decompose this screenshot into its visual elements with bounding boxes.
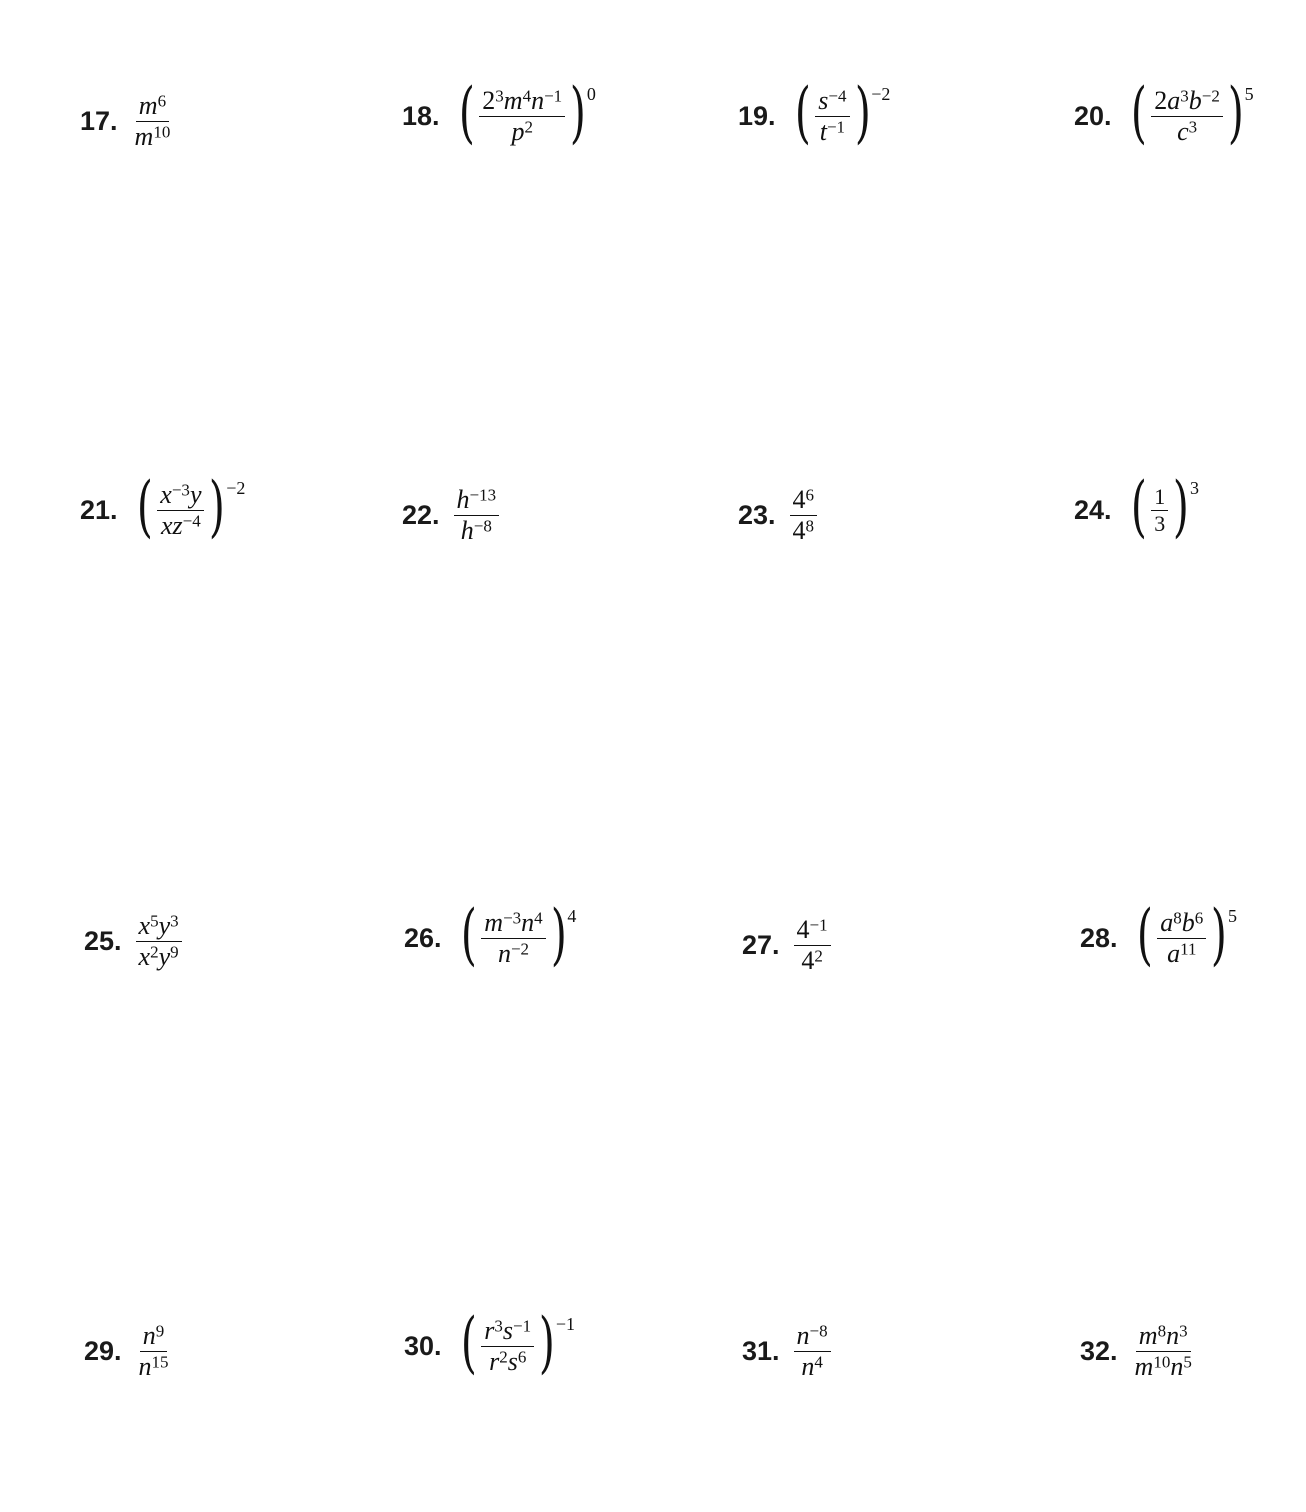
problem-number: 25. (84, 925, 122, 956)
fraction: $\frac{a^8b^6}{a^{11}}$ (1157, 909, 1206, 968)
left-paren: ( (460, 1304, 477, 1381)
fraction: $\frac{m^{-3}n^4}{n^{-2}}$ (481, 909, 545, 968)
problem-26 (404, 896, 577, 973)
problem-number: 17. (80, 105, 118, 136)
outer-exponent: −2 (871, 84, 891, 104)
outer-exponent: 5 (1228, 906, 1238, 926)
right-paren: ) (854, 74, 871, 151)
problem-31 (742, 1322, 831, 1381)
fraction: $\frac{x^{-3}y}{xz^{-4}}$ (157, 481, 204, 540)
problem-number: 32. (1080, 1335, 1118, 1366)
problem-number: 20. (1074, 100, 1112, 131)
fraction: $\frac{1}{3}$ (1151, 485, 1168, 535)
outer-exponent: 5 (1244, 84, 1254, 104)
fraction: $\frac{m^8n^3}{m^{10}n^5}$ (1134, 1321, 1192, 1382)
problem-32 (1080, 1322, 1195, 1381)
problem-number: 26. (404, 922, 442, 953)
problem-19 (738, 74, 891, 151)
right-paren: ) (1211, 896, 1228, 973)
problem-number: 27. (742, 929, 780, 960)
fraction: $\frac{n^{-8}}{n^4}$ (794, 1322, 831, 1381)
left-paren: ( (458, 74, 475, 151)
right-paren: ) (539, 1304, 555, 1381)
problem-number: 22. (402, 499, 440, 530)
right-paren: ) (1173, 468, 1190, 545)
problem-number: 30. (404, 1330, 442, 1361)
fraction: $\frac{4^6}{4^8}$ (790, 486, 818, 545)
problem-29 (84, 1322, 172, 1381)
right-paren: ) (1227, 74, 1244, 151)
left-paren: ( (794, 74, 811, 151)
fraction: $\frac{r^3s^{-1}}{r^2s^6}$ (481, 1317, 534, 1376)
right-paren: ) (209, 468, 226, 545)
right-paren: ) (570, 74, 587, 151)
fraction: $\frac{h^{-13}}{h^{-8}}$ (454, 486, 500, 545)
fraction: $\frac{m^6}{m^{10}}$ (134, 91, 171, 152)
left-paren: ( (460, 896, 477, 973)
problem-number: 18. (402, 100, 440, 131)
outer-exponent: 4 (567, 906, 577, 926)
problem-number: 31. (742, 1335, 780, 1366)
fraction: $\frac{2a^3b^{-2}}{c^3}$ (1151, 87, 1223, 146)
problem-22 (402, 486, 499, 545)
problem-20 (1074, 74, 1254, 151)
right-paren: ) (550, 896, 567, 973)
left-paren: ( (1130, 468, 1147, 545)
outer-exponent: −1 (555, 1314, 576, 1334)
problem-28 (1080, 896, 1238, 973)
left-paren: ( (136, 468, 153, 545)
problem-23 (738, 486, 817, 545)
fraction: $\frac{4^{-1}}{4^2}$ (794, 916, 831, 975)
problem-25 (84, 912, 182, 971)
problem-number: 29. (84, 1335, 122, 1366)
fraction: $\frac{s^{-4}}{t^{-1}}$ (815, 87, 849, 146)
problem-18 (402, 74, 596, 151)
problem-number: 23. (738, 499, 776, 530)
problem-number: 21. (80, 494, 118, 525)
left-paren: ( (1136, 896, 1153, 973)
fraction: $\frac{n^9}{n^{15}}$ (138, 1321, 169, 1382)
problem-number: 19. (738, 100, 776, 131)
problem-24 (1074, 468, 1200, 545)
fraction: $\frac{2^3m^4n^{-1}}{p^2}$ (479, 87, 565, 146)
left-paren: ( (1130, 74, 1147, 151)
problem-number: 28. (1080, 922, 1118, 953)
fraction: $\frac{x^5y^3}{x^2y^9}$ (136, 912, 182, 971)
outer-exponent: 0 (586, 84, 596, 104)
problem-17 (80, 92, 173, 151)
problem-21 (80, 468, 246, 545)
problem-27 (742, 916, 831, 975)
problem-number: 24. (1074, 494, 1112, 525)
outer-exponent: 3 (1190, 478, 1200, 498)
problem-30 (404, 1304, 576, 1381)
outer-exponent: −2 (226, 478, 246, 498)
